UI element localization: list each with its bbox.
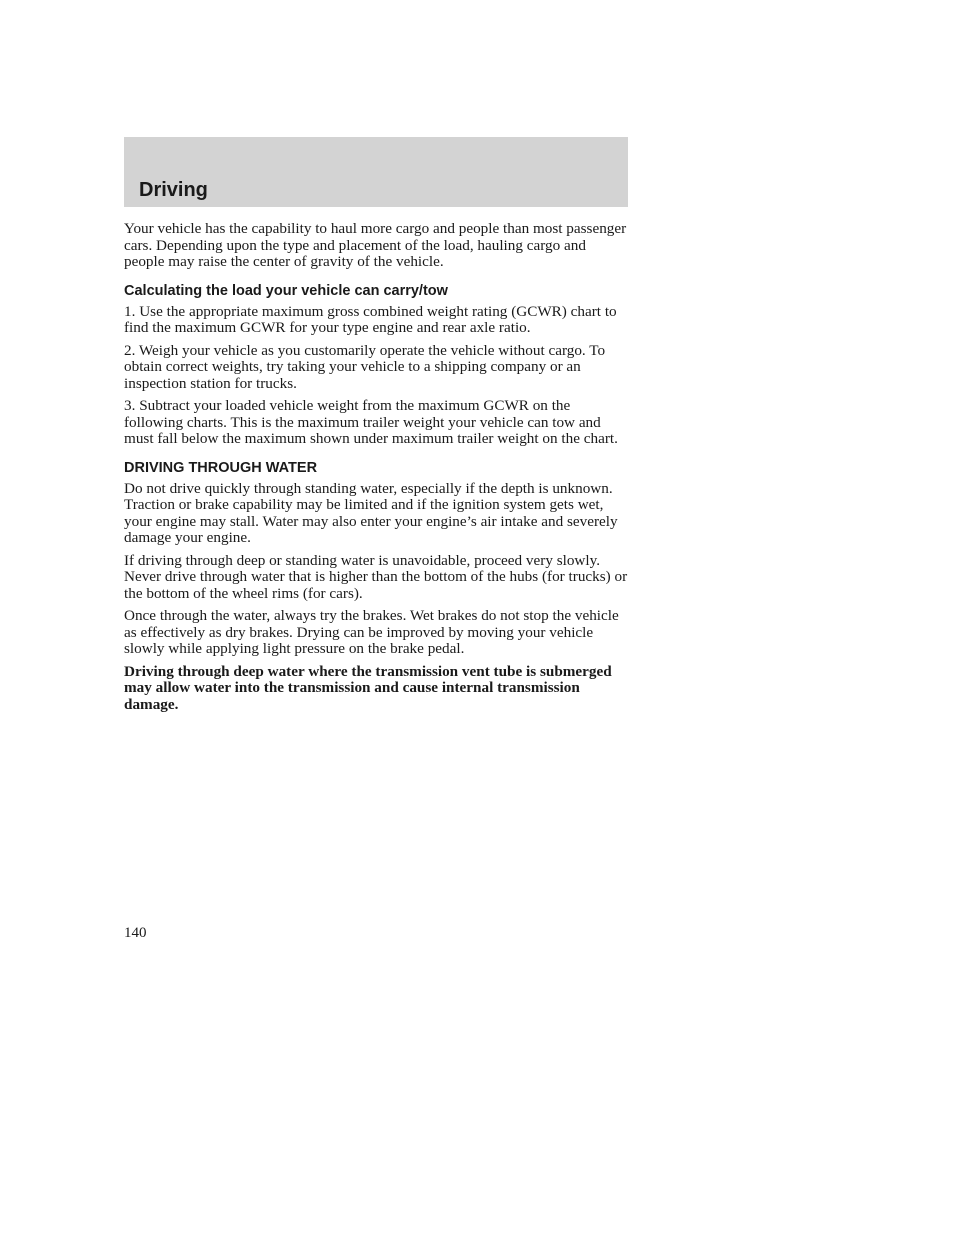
load-step-1: 1. Use the appropriate maximum gross combined weight rating (GCWR) chart to find the maximum GCWR for your type engine and rear axle ratio. [124, 302, 617, 336]
page-content [124, 221, 630, 719]
water-warning: Driving through deep water where the transmission vent tube is submerged may allow water into the transmission and cause internal transmission damage. [124, 662, 612, 713]
section-title: Driving [139, 179, 208, 201]
water-section-heading: DRIVING THROUGH WATER [124, 459, 318, 476]
water-paragraph-3: Once through the water, always try the brakes. Wet brakes do not stop the vehicle as effectively as dry brakes. Drying can be improved by moving your vehicle slowly while applying light pressure on the brake pedal. [124, 607, 619, 657]
page-number: 140 [124, 925, 147, 941]
intro-paragraph: Your vehicle has the capability to haul more cargo and people than most passenger cars. Depending upon the type and placement of the load, hauling cargo and people may raise the center of gravity of the vehicle. [124, 220, 627, 270]
load-step-2: 2. Weigh your vehicle as you customarily operate the vehicle without cargo. To obtain correct weights, try taking your vehicle to a shipping company or an inspection station for trucks. [124, 341, 606, 392]
load-step-3: 3. Subtract your loaded vehicle weight from the maximum GCWR on the following charts. This is the maximum trailer weight your vehicle can tow and must fall below the maximum shown under maximum trailer weight on the chart. [124, 397, 618, 447]
water-paragraph-2: If driving through deep or standing water is unavoidable, proceed very slowly. Never drive through water that is higher than the bottom of the hubs (for trucks) or the bottom of the wheel rims (for cars). [124, 551, 628, 602]
load-section-heading: Calculating the load your vehicle can carry/tow [124, 282, 448, 299]
water-paragraph-1: Do not drive quickly through standing water, especially if the depth is unknown. Traction or brake capability may be limited and if the ignition system gets wet, your engine may stall. Water may also enter your engine’s air intake and severely damage your engine. [124, 479, 618, 546]
section-header-band [124, 137, 628, 207]
